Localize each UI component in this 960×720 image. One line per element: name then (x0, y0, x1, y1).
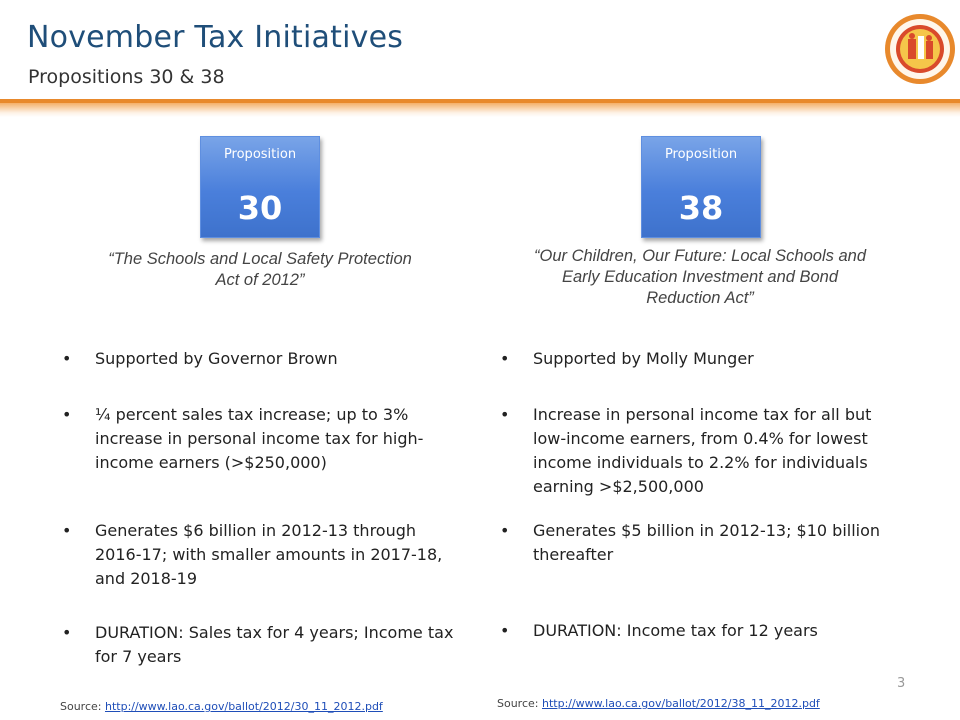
list-item: • DURATION: Sales tax for 4 years; Income tax for 7 years (62, 623, 454, 666)
proposition-30-label: Proposition (223, 147, 297, 162)
source-label: Source: (497, 697, 542, 710)
list-item: • Supported by Governor Brown (62, 349, 338, 368)
act-line: Reduction Act” (646, 289, 754, 307)
list-item: • Increase in personal income tax for all but low-income earners, from 0.4% for lowest income individuals to 2.2% for individuals earning >$2,500,000 (500, 405, 872, 496)
proposition-30-source (60, 700, 383, 713)
proposition-30-badge (200, 136, 320, 238)
proposition-38-label: Proposition (664, 147, 738, 162)
slide-subtitle: Propositions 30 & 38 (28, 66, 225, 88)
proposition-30-number: 30 (237, 189, 283, 227)
header-gradient (0, 103, 960, 117)
proposition-30-act-name (80, 249, 440, 291)
proposition-38-source (497, 697, 820, 710)
act-line: Act of 2012” (215, 271, 305, 289)
proposition-38-badge (641, 136, 761, 238)
proposition-38-act-name (505, 246, 895, 309)
source-label: Source: (60, 700, 105, 713)
act-line: Early Education Investment and Bond (561, 268, 839, 286)
act-line: “Our Children, Our Future: Local Schools and (534, 247, 866, 265)
list-item: • Generates $5 billion in 2012-13; $10 billion thereafter (500, 521, 881, 564)
district-seal-icon (883, 12, 957, 86)
list-item: • ¼ percent sales tax increase; up to 3% increase in personal income tax for high-income earners (>$250,000) (62, 405, 424, 472)
act-line: “The Schools and Local Safety Protection (108, 250, 412, 268)
list-item: • Generates $6 billion in 2012-13 through 2016-17; with smaller amounts in 2017-18, and 2018-19 (62, 521, 443, 588)
proposition-38-source-link[interactable]: http://www.lao.ca.gov/ballot/2012/38_11_2012.pdf (541, 697, 820, 710)
slide-title: November Tax Initiatives (27, 20, 404, 55)
list-item: • Supported by Molly Munger (500, 349, 754, 368)
proposition-38-number: 38 (678, 189, 724, 227)
list-item: • DURATION: Income tax for 12 years (500, 621, 818, 640)
proposition-30-source-link[interactable]: http://www.lao.ca.gov/ballot/2012/30_11_2012.pdf (104, 700, 383, 713)
page-number: 3 (897, 676, 906, 691)
